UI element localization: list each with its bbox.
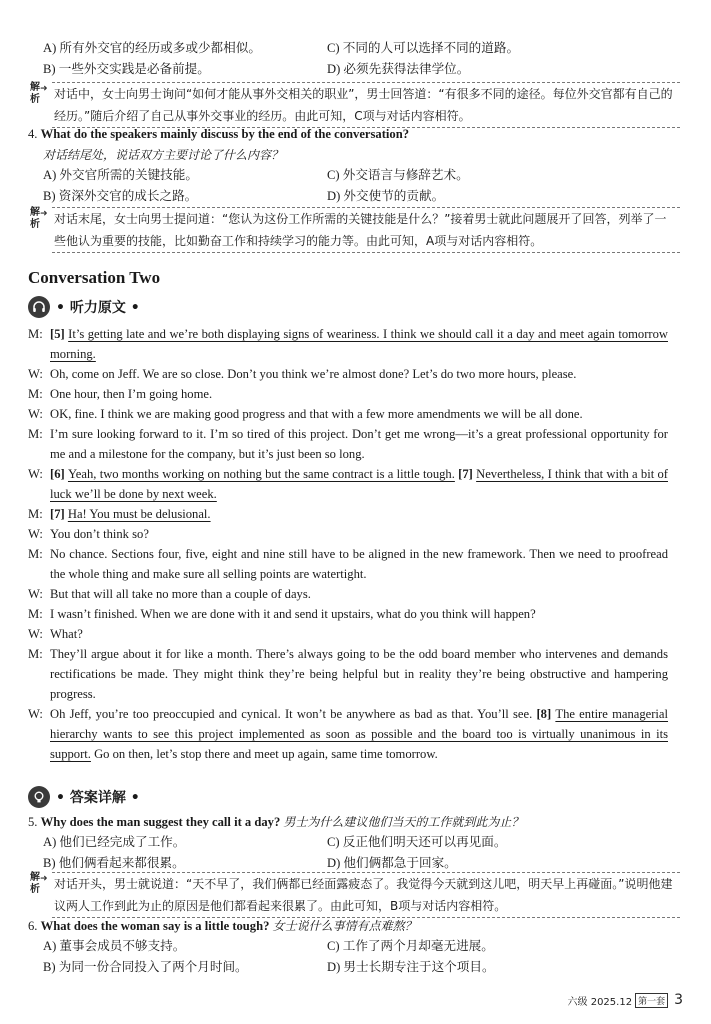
option-d: D) 他们俩都急于回家。	[327, 856, 457, 870]
option-d: D) 男士长期专注于这个项目。	[327, 960, 495, 974]
transcript-text: One hour, then I’m going home.	[50, 387, 213, 401]
transcript-line	[28, 704, 668, 764]
question-4	[28, 124, 688, 144]
option-c: C) 反正他们明天还可以再见面。	[327, 835, 507, 849]
transcript-text: You don’t think so?	[50, 527, 149, 541]
key-sentence: It’s getting late and we’re both displaying signs of weariness. I think we should call it a day and meet again tomorrow morning.	[50, 327, 668, 361]
explanation-text: 对话开头，男士就说道：“天不早了，我们俩都已经面露疲态了。我觉得今天就到这儿吧，明天早上再碰面。”说明他建议两人工作到此为止的原因是他们都看起来很累了。由此可知，B项与对话内容相符。	[52, 872, 680, 918]
transcript-text: But that will all take no more than a couple of days.	[50, 587, 311, 601]
option-b: B) 他们俩看起来都很累。	[43, 856, 185, 870]
option-b: B) 为同一份合同投入了两个月时间。	[43, 960, 248, 974]
explanation-text: 对话中，女士向男士询问“如何才能从事外交相关的职业”，男士回答道：“有很多不同的途径。每位外交官都有自己的经历。”随后介绍了自己从事外交事业的经历。由此可知，C项与对话内容相符。	[52, 82, 680, 128]
question-text: What does the woman say is a little tough?	[40, 919, 270, 933]
listening-header	[28, 294, 140, 320]
speaker-label: W:	[28, 467, 43, 481]
transcript-text: They’ll argue about it for like a month. There’s always going to be the odd board member who intervenes and demands rectifications be made. They might think they’re being helpful but in reality they’re being obstructive and hampering progress.	[50, 647, 668, 701]
question-tag: [5]	[50, 327, 69, 341]
page-footer	[568, 992, 683, 1008]
transcript-text: What?	[50, 627, 83, 641]
q5-options	[43, 832, 683, 874]
transcript-text: I’m sure looking forward to it. I’m so tired of this project. Don’t get me wrong—it’s a great professional opportunity for me and a milestone for the company, but it’s just been so long.	[50, 427, 668, 461]
speaker-label: W:	[28, 367, 43, 381]
explain-label: 解析	[30, 207, 40, 230]
transcript-line	[28, 424, 668, 464]
question-tag: [7]	[50, 507, 68, 521]
question-tag: [8]	[536, 707, 556, 721]
speaker-label: W:	[28, 587, 43, 601]
explain-label: 解析	[30, 872, 40, 895]
option-a: A) 所有外交官的经历或多或少都相似。	[43, 41, 261, 55]
option-c: C) 外交语言与修辞艺术。	[327, 168, 469, 182]
speaker-label: M:	[28, 427, 43, 441]
transcript-line	[28, 404, 668, 424]
transcript-text: I wasn’t finished. When we are done with it and send it upstairs, what do you think will happen?	[50, 607, 536, 621]
listening-title: • 听力原文 •	[56, 300, 140, 316]
transcript	[28, 324, 668, 764]
option-a: A) 他们已经完成了工作。	[43, 835, 186, 849]
question-translation: 女士说什么事情有点难熬？	[272, 919, 417, 933]
transcript-line	[28, 464, 668, 504]
speaker-label: M:	[28, 387, 43, 401]
lightbulb-icon	[28, 786, 50, 808]
option-b: B) 一些外交实践是必备前提。	[43, 62, 210, 76]
explanation-q4	[28, 207, 680, 251]
speaker-label: M:	[28, 647, 43, 661]
headphones-icon	[28, 296, 50, 318]
transcript-line	[28, 584, 668, 604]
q6-options	[43, 936, 683, 978]
answers-title: • 答案详解 •	[56, 790, 140, 806]
transcript-text: Go on then, let’s stop there and meet up again, same time tomorrow.	[90, 747, 438, 761]
question-number: 4.	[28, 127, 38, 141]
question-text: Why does the man suggest they call it a day?	[40, 815, 281, 829]
section-title: Conversation Two	[28, 268, 161, 287]
answers-header	[28, 784, 140, 810]
footer-set-badge: 第一套	[635, 993, 668, 1008]
option-d: D) 必须先获得法律学位。	[327, 62, 470, 76]
page-number: 3	[674, 992, 683, 1008]
arrow-icon: ➜	[40, 874, 48, 884]
question-text: What do the speakers mainly discuss by the end of the conversation?	[40, 127, 410, 141]
option-b: B) 资深外交官的成长之路。	[43, 189, 198, 203]
transcript-line	[28, 504, 668, 524]
key-sentence: Ha! You must be delusional.	[67, 507, 211, 521]
q4-options	[43, 165, 683, 207]
speaker-label: M:	[28, 507, 43, 521]
speaker-label: M:	[28, 327, 43, 341]
question-4-translation: 对话结尾处，说话双方主要讨论了什么内容？	[43, 148, 284, 162]
transcript-text: OK, fine. I think we are making good progress and that with a few more amendments we will be all done.	[50, 407, 583, 421]
transcript-line	[28, 624, 668, 644]
option-a: A) 外交官所需的关键技能。	[43, 168, 198, 182]
question-tag: [6]	[50, 467, 68, 481]
question-6	[28, 916, 688, 936]
speaker-label: M:	[28, 547, 43, 561]
transcript-line	[28, 544, 668, 584]
speaker-label: W:	[28, 627, 43, 641]
transcript-text: Oh Jeff, you’re too preoccupied and cynical. It won’t be anywhere as bad as that. You’ll see.	[50, 707, 537, 721]
speaker-label: M:	[28, 607, 43, 621]
arrow-icon: ➜	[40, 84, 48, 94]
option-c: C) 工作了两个月却毫无进展。	[327, 939, 494, 953]
question-number: 5.	[28, 815, 38, 829]
key-sentence: Nevertheless, I think that with a bit of luck we’ll be done by next week.	[50, 467, 668, 501]
transcript-text: Oh, come on Jeff. We are so close. Don’t you think we’re almost done? Let’s do two more hours, please.	[50, 367, 577, 381]
q3-options	[43, 38, 683, 80]
explanation-text: 对话末尾，女士向男士提问道：“您认为这份工作所需的关键技能是什么？”接着男士就此问题展开了回答，列举了一些他认为重要的技能，比如勤奋工作和持续学习的能力等。由此可知，A项与对话内容相符。	[52, 207, 680, 253]
speaker-label: W:	[28, 707, 43, 721]
speaker-label: W:	[28, 407, 43, 421]
option-a: A) 董事会成员不够支持。	[43, 939, 186, 953]
option-d: D) 外交使节的贡献。	[327, 189, 445, 203]
option-c: C) 不同的人可以选择不同的道路。	[327, 41, 520, 55]
explanation-q5	[28, 872, 680, 916]
transcript-text: No chance. Sections four, five, eight and nine still have to be aligned in the new framework. Then we need to proofread the whole thing and make sure all selling points are watertight.	[50, 547, 668, 581]
transcript-line	[28, 324, 668, 364]
key-sentence: Yeah, two months working on nothing but the same contract is a little tough.	[67, 467, 455, 481]
transcript-line	[28, 644, 668, 704]
speaker-label: W:	[28, 527, 43, 541]
transcript-line	[28, 384, 668, 404]
question-5	[28, 812, 688, 832]
question-translation: 男士为什么建议他们当天的工作就到此为止？	[283, 815, 524, 829]
transcript-line	[28, 524, 668, 544]
footer-label: 六级 2025.12	[567, 996, 633, 1008]
question-tag: [7]	[458, 467, 477, 481]
arrow-icon: ➜	[40, 209, 48, 219]
explanation-q3	[28, 82, 680, 126]
transcript-line	[28, 364, 668, 384]
transcript-line	[28, 604, 668, 624]
explain-label: 解析	[30, 82, 40, 105]
question-number: 6.	[28, 919, 38, 933]
key-sentence: The entire managerial hierarchy wants to see this project implemented as soon as possible and the board too is virtually unanimous in its support.	[50, 707, 669, 761]
